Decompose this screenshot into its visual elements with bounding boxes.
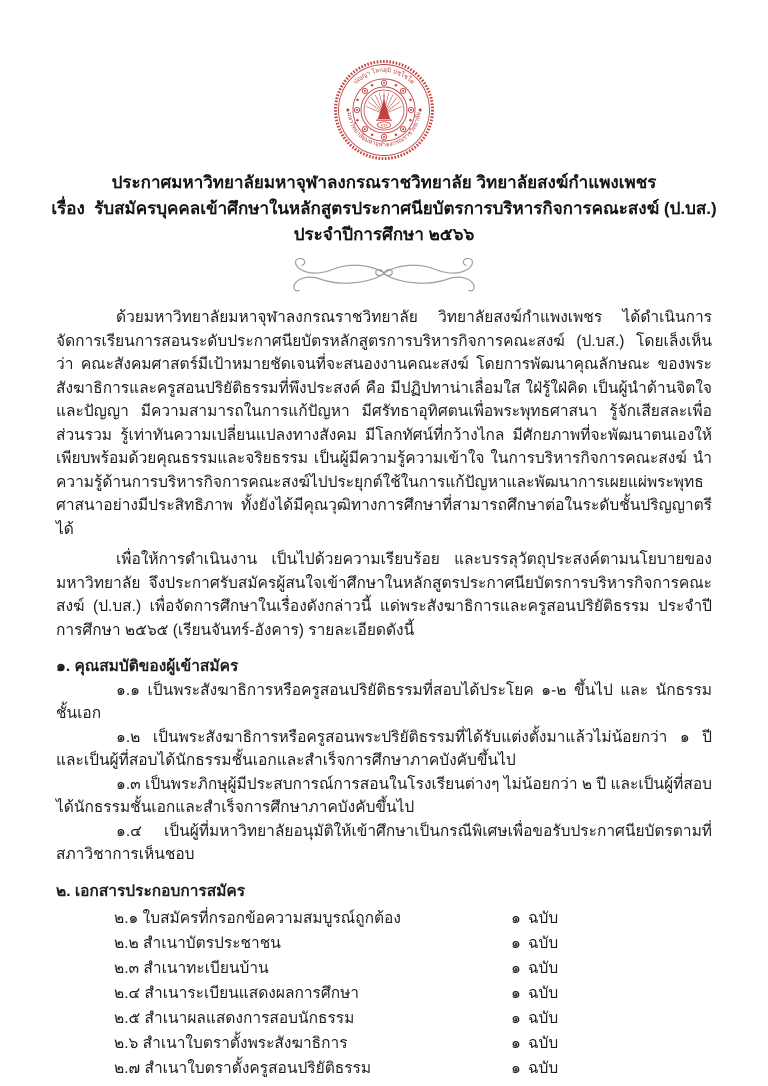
document-quantity: ๑ xyxy=(511,960,521,977)
document-row xyxy=(56,931,712,956)
section-2-heading: ๒. เอกสารประกอบการสมัคร xyxy=(56,882,246,900)
qualification-item-4: ๑.๔ เป็นผู้ที่มหาวิทยาลัยอนุมัติให้เข้าศึกษาเป็นกรณีพิเศษเพื่อขอรับประกาศนียบัตรตามที่สภาวิชาการเห็นชอบ xyxy=(56,822,712,863)
seal-monogram-text: มจร xyxy=(380,122,388,128)
flourish-divider-icon xyxy=(279,256,489,294)
document-quantity: ๑ xyxy=(511,910,521,927)
document-unit: ฉบับ xyxy=(528,1060,559,1077)
document-row xyxy=(56,1031,712,1056)
document-quantity: ๑ xyxy=(511,1010,521,1027)
ornamental-divider xyxy=(279,256,489,299)
document-label: ๒.๒ สำเนาบัตรประชาชน xyxy=(114,935,281,952)
university-seal xyxy=(332,0,436,162)
document-unit: ฉบับ xyxy=(528,960,559,977)
document-unit: ฉบับ xyxy=(528,1035,559,1052)
document-label: ๒.๑ ใบสมัครที่กรอกข้อความสมบูรณ์ถูกต้อง xyxy=(114,910,401,927)
heading-academic-year-line: ประจำปีการศึกษา ๒๕๖๖ xyxy=(293,225,475,244)
seal-chedi-emblem xyxy=(366,92,402,121)
document-label: ๒.๖ สำเนาใบตราตั้งพระสังฆาธิการ xyxy=(114,1035,348,1052)
heading-subject-line: เรื่อง รับสมัครบุคคลเข้าศึกษาในหลักสูตรประกาศนียบัตรการบริหารกิจการคณะสงฆ์ (ป.บส.) xyxy=(51,199,717,218)
document-unit: ฉบับ xyxy=(528,935,559,952)
document-row xyxy=(56,906,712,931)
qualification-item-3: ๑.๓ เป็นพระภิกษุผู้มีประสบการณ์การสอนในโรงเรียนต่างๆ ไม่น้อยกว่า ๒ ปี และเป็นผู้ที่สอบได้นักธรรมชั้นเอกและสำเร็จการศึกษาภาคบังคับขึ้นไป xyxy=(56,775,713,816)
document-row xyxy=(56,981,712,1006)
required-documents-list xyxy=(56,906,712,1081)
heading-university-line: ประกาศมหาวิทยาลัยมหาจุฬาลงกรณราชวิทยาลัย วิทยาลัยสงฆ์กำแพงเพชร xyxy=(111,173,657,192)
mcu-seal-icon xyxy=(332,58,436,162)
section-1-heading: ๑. คุณสมบัติของผู้เข้าสมัคร xyxy=(56,658,239,675)
seal-ring-name-text: มหาวิทยาลัยมหาจุฬาลงกรณราชวิทยาลัย xyxy=(345,111,423,149)
intro-paragraph: ด้วยมหาวิทยาลัยมหาจุฬาลงกรณราชวิทยาลัย วิทยาลัยสงฆ์กำแพงเพชร ได้ดำเนินการจัดการเรียนการสอนระดับประกาศนียบัตรหลักสูตรการบริหารกิจการคณะสงฆ์ (ป.บส.) โดยเล็งเห็นว่า คณะสังคมศาสตร์มีเป้าหมายชัดเจนที่จะสนองงานคณะสงฆ์ โดยการพัฒนาคุณลักษณะ ของพระสังฆาธิการและครูสอนปริยัติธรรมที่พึงประสงค์ คือ มีปฏิปทาน่าเลื่อมใส ใฝ่รู้ใฝ่คิด เป็นผู้นำด้านจิตใจและปัญญา มีความสามารถในการแก้ปัญหา มีศรัทธาอุทิศตนเพื่อพระพุทธศาสนา รู้จักเสียสละเพื่อส่วนรวม รู้เท่าทันความเปลี่ยนแปลงทางสังคม มีโลกทัศน์ที่กว้างไกล มีศักยภาพที่จะพัฒนาตนเองให้เพียบพร้อมด้วยคุณธรรมและจริยธรรม เป็นผู้มีความรู้ความเข้าใจ ในการบริหารกิจการคณะสงฆ์ นำความรู้ด้านการบริหารกิจการคณะสงฆ์ไปประยุกต์ใช้ในการแก้ปัญหาและพัฒนาการเผยแผ่พระพุทธศาสนาอย่างมีประสิทธิภาพ ทั้งยังได้มีคุณวุฒิทางการศึกษาที่สามารถศึกษาต่อในระดับชั้นปริญญาตรีได้ xyxy=(56,309,712,538)
seal-top-motto-text: ปญฺญา โลกสฺมิ ปชฺโชโต xyxy=(352,66,416,86)
document-unit: ฉบับ xyxy=(528,1010,559,1027)
purpose-paragraph: เพื่อให้การดำเนินงาน เป็นไปด้วยความเรียบร้อย และบรรลุวัตถุประสงค์ตามนโยบายของมหาวิทยาลัย จึงประกาศรับสมัครผู้สนใจเข้าศึกษาในหลักสูตรประกาศนียบัตรการบริหารกิจการคณะสงฆ์ (ป.บส.) เพื่อจัดการศึกษาในเรื่องดังกล่าวนี้ แด่พระสังฆาธิการและครูสอนปริยัติธรรม ประจำปีการศึกษา ๒๕๖๕ (เรียนจันทร์-อังคาร) รายละเอียดดังนี้ xyxy=(56,551,712,639)
document-row xyxy=(56,1056,712,1081)
document-label: ๒.๓ สำเนาทะเบียนบ้าน xyxy=(114,960,269,977)
document-quantity: ๑ xyxy=(511,935,521,952)
qualification-item-2: ๑.๒ เป็นพระสังฆาธิการหรือครูสอนพระปริยัติธรรมที่ได้รับแต่งตั้งมาแล้วไม่น้อยกว่า ๑ ปี และเป็นผู้ที่สอบได้นักธรรมชั้นเอกและสำเร็จการศึกษาภาคบังคับขึ้นไป xyxy=(56,728,712,769)
document-body xyxy=(56,306,712,1081)
qualification-item-1: ๑.๑ เป็นพระสังฆาธิการหรือครูสอนปริยัติธรรมที่สอบได้ประโยค ๑-๒ ขึ้นไป และ นักธรรมชั้นเอก xyxy=(56,681,712,722)
document-quantity: ๑ xyxy=(511,1060,521,1077)
document-label: ๒.๗ สำเนาใบตราตั้งครูสอนปริยัติธรรม xyxy=(114,1060,372,1077)
announcement-heading xyxy=(0,170,768,248)
document-row xyxy=(56,956,712,981)
document-unit: ฉบับ xyxy=(528,910,559,927)
document-row xyxy=(56,1006,712,1031)
document-quantity: ๑ xyxy=(511,985,521,1002)
document-quantity: ๑ xyxy=(511,1035,521,1052)
document-label: ๒.๔ สำเนาระเบียนแสดงผลการศึกษา xyxy=(114,985,360,1002)
document-label: ๒.๕ สำเนาผลแสดงการสอบนักธรรม xyxy=(114,1010,355,1027)
document-unit: ฉบับ xyxy=(528,985,559,1002)
